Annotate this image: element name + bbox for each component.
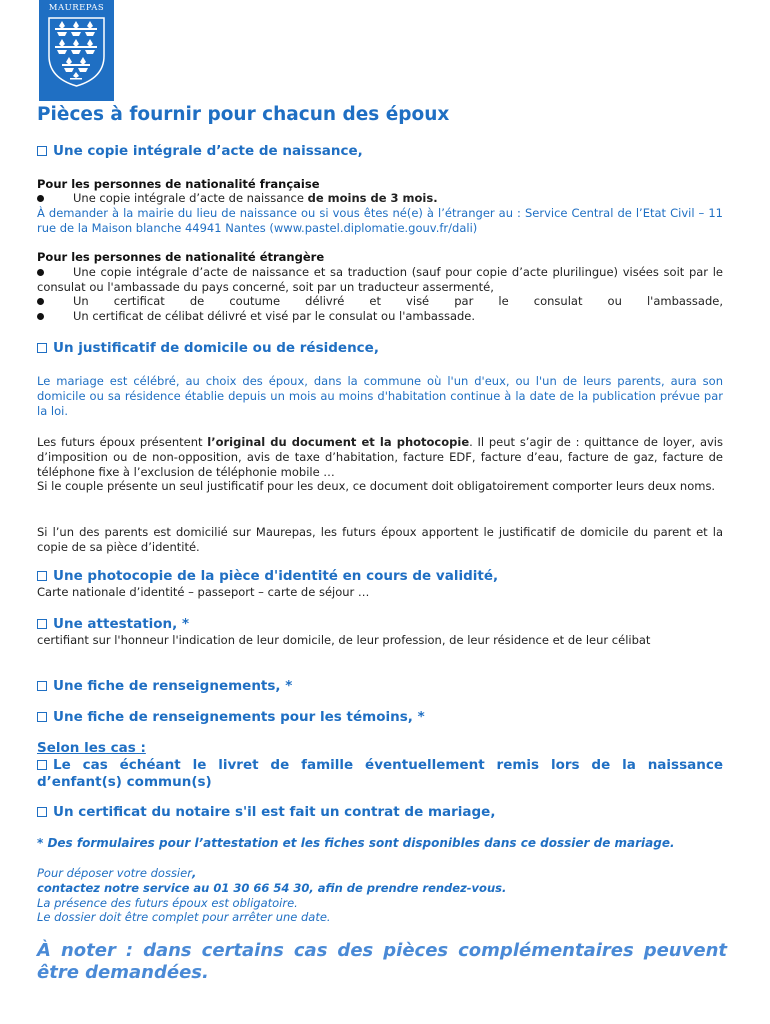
domicile-paragraph-2: Les futurs époux présentent l’original du document et la photocopie. Il peut s’agir de : quittance de loyer, avis d’imposition ou de non-opposition, avis de taxe d’habitation, facture EDF, facture d’eau, facture de gaz, facture de téléphone fixe à l’exclusion de téléphonie mobile … Si le couple présente un seul justificatif pour les deux, ce document doit obligatoirement comporter leurs deux noms.	[37, 435, 723, 494]
heading-text: Une fiche de renseignements, *	[53, 678, 293, 694]
page-title: Pièces à fournir pour chacun des époux	[37, 104, 450, 125]
list-item	[37, 265, 723, 295]
bullet-icon	[37, 313, 44, 320]
checkbox-icon	[37, 146, 47, 156]
domicile-paragraph-1: Le mariage est célébré, au choix des époux, dans la commune où l'un d'eux, ou l'un de leurs parents, aura son domicile ou sa résidence établie depuis un mois au moins d'habitation continue à la date de la publication prévue par la loi.	[37, 374, 723, 418]
section-info-sheet-heading	[37, 678, 292, 694]
bullet-icon	[37, 298, 44, 305]
conditional-label: Selon les cas :	[37, 740, 146, 756]
section-attestation-heading	[37, 616, 189, 632]
bullet-text: Une copie intégrale d’acte de naissance et sa traduction (sauf pour copie d’acte plurilingue) visées soit par le consulat ou l'ambassade du pays concerné, soit par un traducteur assermenté,	[37, 265, 723, 294]
bullet-emphasis: de moins de 3 mois.	[307, 191, 438, 205]
french-note: À demander à la mairie du lieu de naissance ou si vous êtes né(e) à l’étranger au : Service Central de l’Etat Civil – 11 rue de la Maison blanche 44941 Nantes (www.pastel.diplomatie.gouv.fr/dali)	[37, 206, 723, 235]
section-family-book-heading	[37, 757, 723, 791]
attestation-text: certifiant sur l'honneur l'indication de leur domicile, de leur profession, de leur résidence et de leur célibat	[37, 633, 651, 647]
checkbox-icon	[37, 681, 47, 691]
section-witness-sheet-heading	[37, 709, 425, 725]
contact-line-4: Le dossier doit être complet pour arrêter une date.	[37, 910, 331, 925]
bullet-icon	[37, 269, 44, 276]
contact-line-1: Pour déposer votre dossier	[37, 866, 192, 880]
bullet-text: Une copie intégrale d’acte de naissance	[73, 191, 308, 205]
bullet-text: Un certificat de coutume délivré et visé par le consulat ou l'ambassade,	[73, 294, 723, 308]
final-notice: À noter : dans certains cas des pièces complémentaires peuvent être demandées.	[37, 940, 727, 983]
french-nationality-label: Pour les personnes de nationalité française	[37, 177, 320, 191]
bullet-icon	[37, 195, 44, 202]
foreign-nationality-label: Pour les personnes de nationalité étrangère	[37, 250, 325, 264]
contact-phone-line: contactez notre service au 01 30 66 54 30, afin de prendre rendez-vous.	[37, 880, 507, 895]
heading-text: Un certificat du notaire s'il est fait un contrat de mariage,	[53, 804, 496, 820]
heading-text: Un justificatif de domicile ou de résidence,	[53, 340, 379, 356]
heading-text: Une photocopie de la pièce d'identité en cours de validité,	[53, 568, 499, 584]
fleur-de-lis-shield-icon	[47, 16, 106, 88]
checkbox-icon	[37, 760, 47, 770]
checkbox-icon	[37, 712, 47, 722]
checkbox-icon	[37, 571, 47, 581]
section-id-heading	[37, 568, 498, 584]
heading-text: Une fiche de renseignements pour les témoins, *	[53, 709, 425, 725]
checkbox-icon	[37, 807, 47, 817]
id-documents-text: Carte nationale d’identité – passeport – carte de séjour …	[37, 585, 370, 599]
logo-text: MAUREPAS	[48, 3, 105, 13]
checkbox-icon	[37, 619, 47, 629]
section-notary-heading	[37, 804, 495, 820]
maurepas-logo	[39, 0, 114, 101]
contact-block: Pour déposer votre dossier, contactez notre service au 01 30 66 54 30, afin de prendre rendez-vous. La présence des futurs époux est obligatoire. Le dossier doit être complet pour arrêter une date.	[37, 866, 507, 925]
checkbox-icon	[37, 343, 47, 353]
bullet-text: Un certificat de célibat délivré et visé par le consulat ou l'ambassade.	[73, 309, 476, 323]
forms-footnote: * Des formulaires pour l’attestation et les fiches sont disponibles dans ce dossier de mariage.	[37, 836, 675, 850]
domicile-paragraph-3: Si l’un des parents est domicilié sur Maurepas, les futurs époux apportent le justificatif de domicile du parent et la copie de sa pièce d’identité.	[37, 525, 723, 554]
heading-text: Le cas échéant le livret de famille éventuellement remis lors de la naissance d’enfant(s) commun(s)	[37, 757, 723, 790]
section-birth-certificate-heading	[37, 143, 363, 159]
heading-text: Une copie intégrale d’acte de naissance,	[53, 143, 363, 159]
heading-text: Une attestation, *	[53, 616, 190, 632]
contact-line-3: La présence des futurs époux est obligatoire.	[37, 895, 298, 910]
section-domicile-heading	[37, 340, 379, 356]
